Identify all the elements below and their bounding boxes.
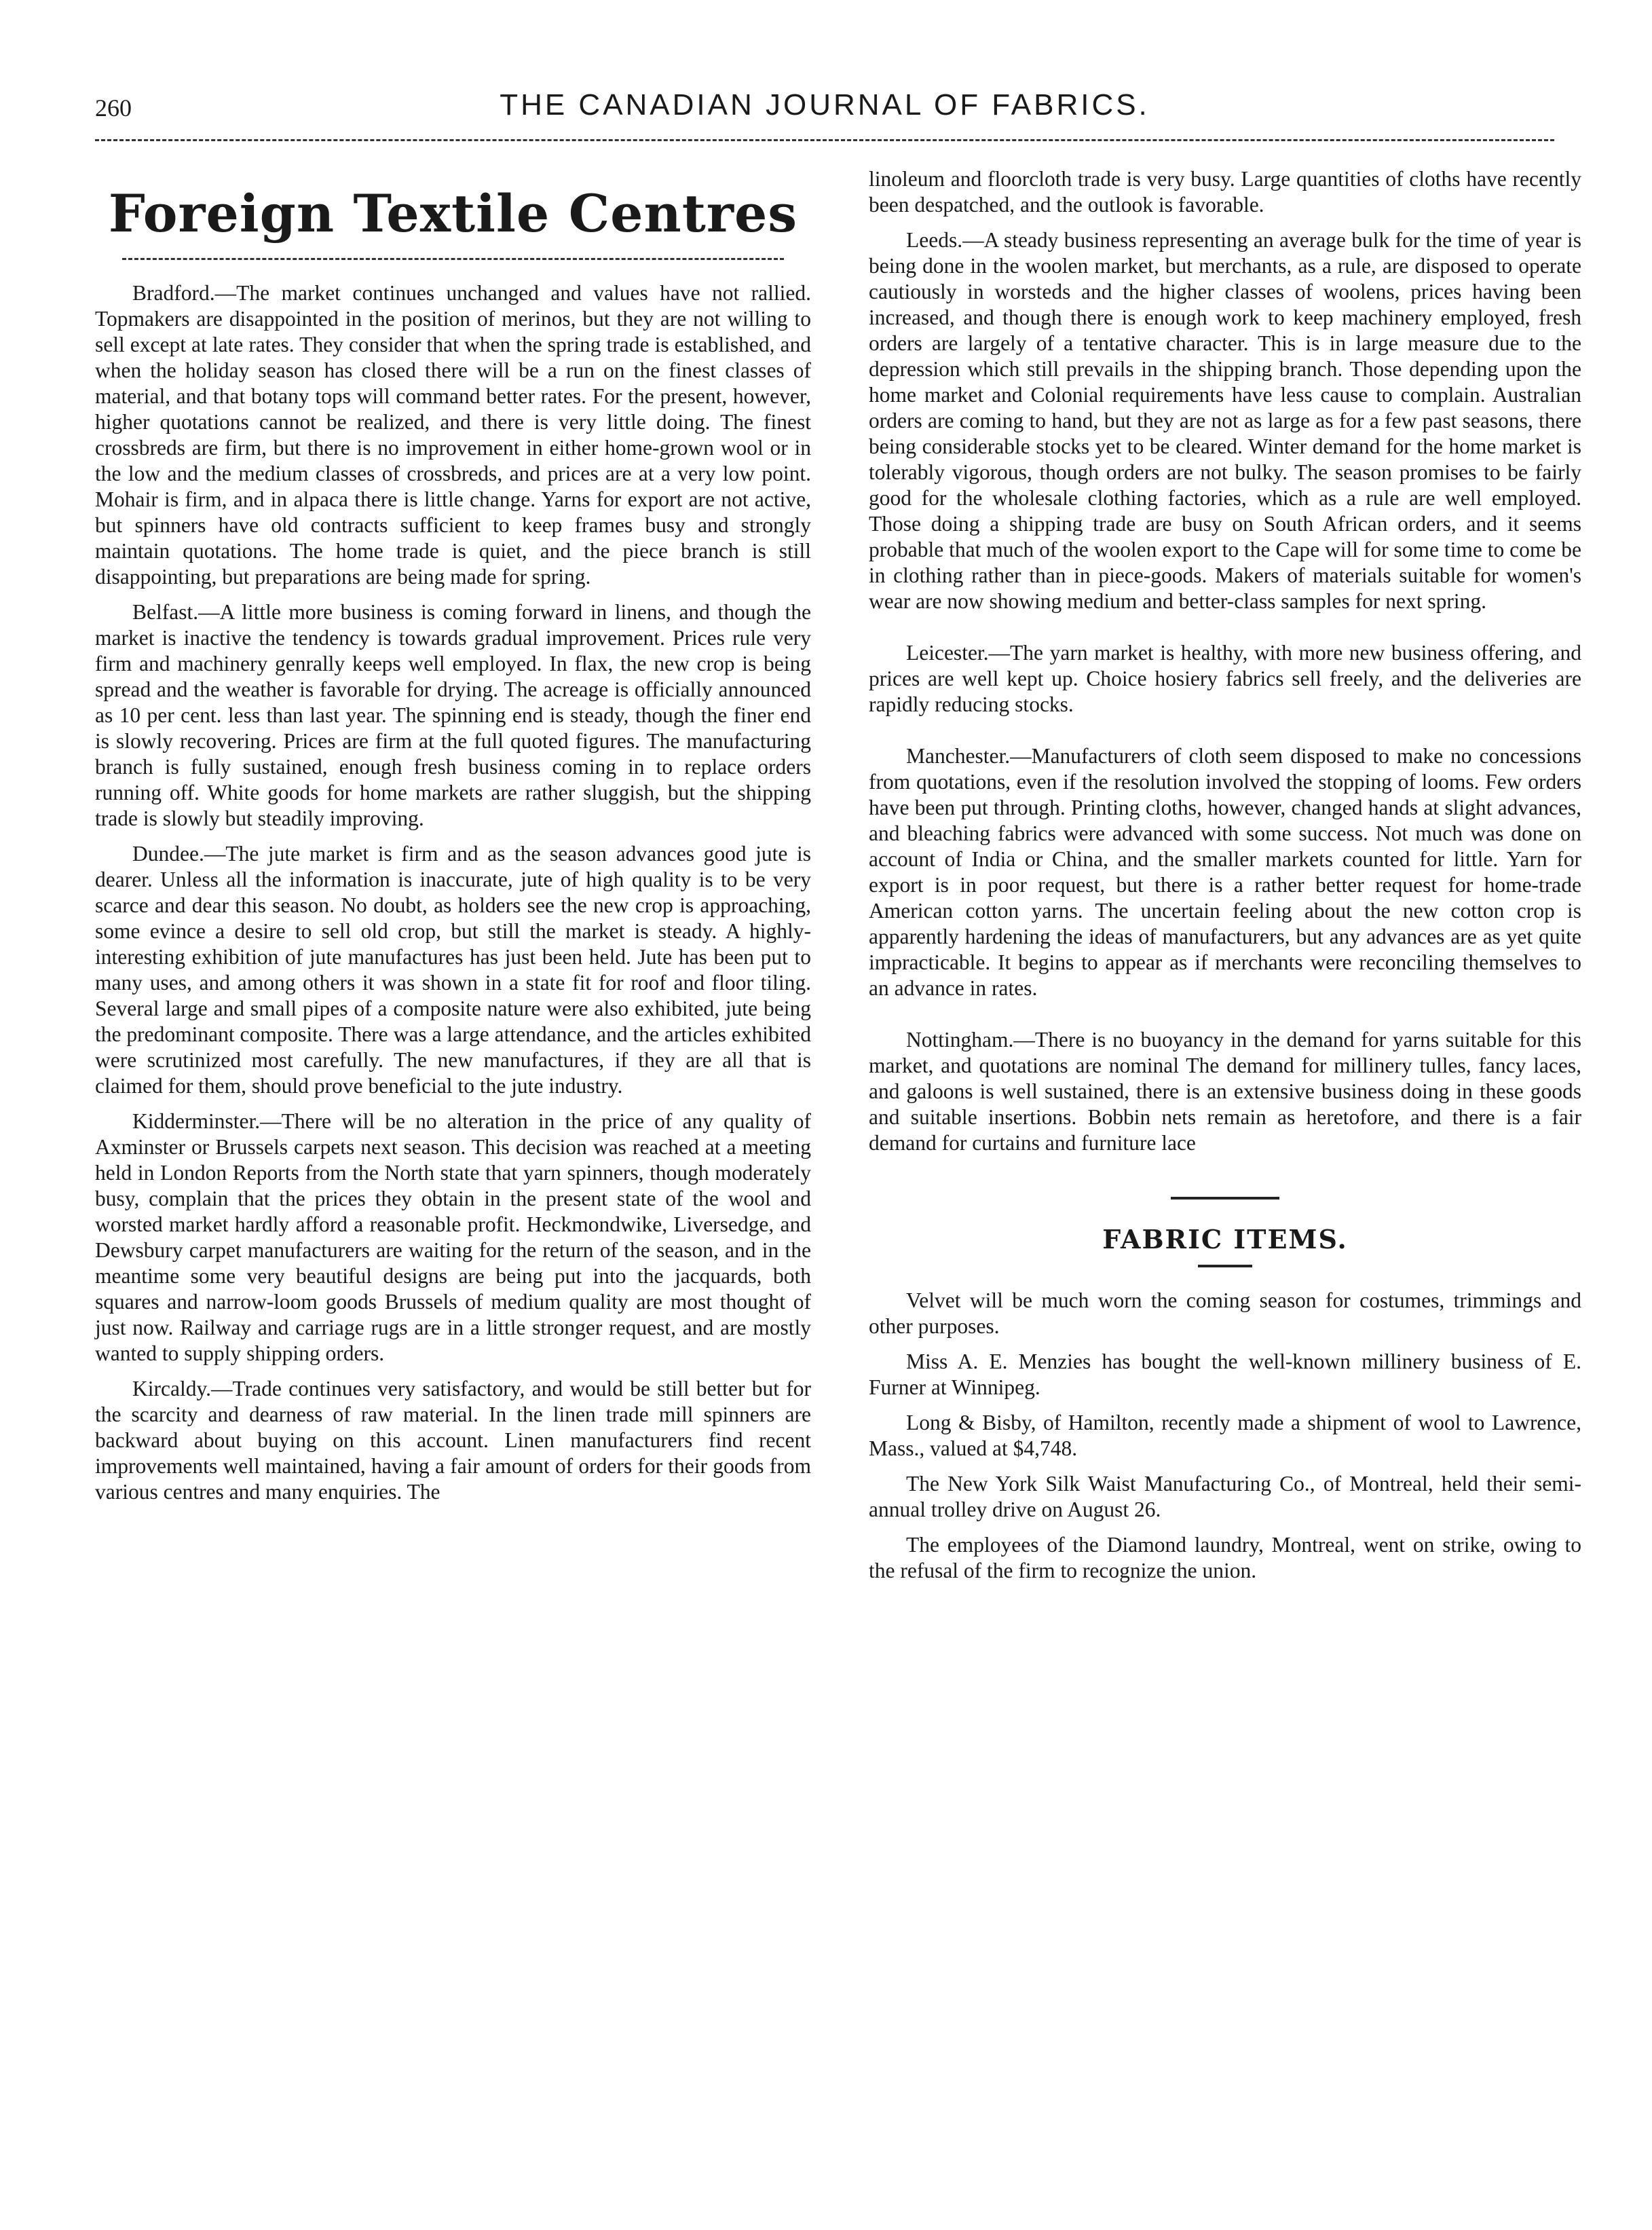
article-leeds: Leeds.—A steady business representing an average bulk for the time of year is being done in the woolen market, but merchants, as a rule, are disposed to operate cautiously in worsteds and the higher classes of woolens, prices having been increased, and though there is enough work to keep machinery employed, fresh orders are largely of a tentative character. This is in large measure due to the depression which still prevails in the shipping branch. Those depending upon the home market and Colonial requirements have less cause to complain. Australian orders are coming to hand, but they are not as large as for a few past seasons, there being considerable stocks yet to be cleared. Winter demand for the home market is tolerably vigorous, though orders are not bulky. The season promises to be fairly good for the wholesale clothing factories, which as a rule are well employed. Those doing a shipping trade are busy on South African orders, and it seems probable that much of the woolen export to the Cape will for some time to come be in clothing rather than in piece-goods. Makers of materials suitable for women's wear are now showing medium and better-class samples for next spring.	[869, 228, 1581, 613]
article-bradford: Bradford.—The market continues unchanged and values have not rallied. Topmakers are disappointed in the position of merinos, but they are not willing to sell except at late rates. They consider that when the spring trade is established, and when the holiday season has closed there will be a run on the finest classes of material, and that botany tops will command better rates. For the present, however, higher quotations cannot be realized, and there is very little doing. The finest crossbreds are firm, but there is no improvement in either home-grown wool or in the low and the medium classes of crossbreds, and prices are at a very low point. Mohair is firm, and in alpaca there is little change. Yarns for export are not active, but spinners have old contracts sufficient to keep frames busy and strongly maintain quotations. The home trade is quiet, and the piece branch is still disappointing, but preparations are being made for spring.	[95, 281, 811, 589]
fabric-item: The New York Silk Waist Manufacturing Co., of Montreal, held their semi-annual trolley drive on August 26.	[869, 1472, 1581, 1521]
fabric-items-heading: FABRIC ITEMS.	[1102, 1224, 1348, 1255]
article-kidderminster: Kidderminster.—There will be no alteration in the price of any quality of Axminster or Brussels carpets next season. This decision was reached at a meeting held in London Reports from the North state that yarn spinners, though moderately busy, complain that the prices they obtain in the present state of the wool and worsted market hardly afford a reasonable profit. Heckmondwike, Liversedge, and Dewsbury carpet manufacturers are waiting for the return of the season, and in the meantime some very beautiful designs are being put into the jacquards, both squares and narrow-loom goods Brussels of medium quality are most thought of just now. Railway and carriage rugs are in a little stronger request, and are mostly wanted to supply shipping orders.	[95, 1109, 811, 1365]
spacer	[869, 624, 1581, 640]
journal-title: THE CANADIAN JOURNAL OF FABRICS.	[500, 88, 1150, 122]
article-manchester: Manchester.—Manufacturers of cloth seem disposed to make no concessions from quotations, even if the resolution involved the stopping of looms. Few orders have been put through. Printing cloths, however, changed hands at slight advances, and bleaching fabrics were advanced with some success. Not much was done on account of India or China, and the smaller markets counted for little. Yarn for export is in poor request, but there is a rather better request for home-trade American cotton yarns. The uncertain feeling about the new cotton crop is apparently hardening the ideas of manufacturers, but any advances are as yet quite impracticable. It begins to appear as if merchants were reconciling themselves to an advance in rates.	[869, 744, 1581, 1000]
left-column	[95, 163, 811, 1514]
fabric-item: Miss A. E. Menzies has bought the well-known millinery business of E. Furner at Winnipeg.	[869, 1350, 1581, 1399]
page-header	[95, 88, 1554, 129]
section-heading-rule	[122, 258, 784, 260]
section-heading: Foreign Textile Centres	[108, 183, 798, 244]
page-number: 260	[95, 94, 132, 122]
article-leicester: Leicester.—The yarn market is healthy, with more new business offering, and prices are well kept up. Choice hosiery fabrics sell freely, and the deliveries are rapidly reducing stocks.	[869, 641, 1581, 716]
article-dundee: Dundee.—The jute market is firm and as the season advances good jute is dearer. Unless all the information is inaccurate, jute of high quality is to be very scarce and dear this season. No doubt, as holders see the new crop is approaching, some evince a desire to sell old crop, but still the market is steady. A highly-interesting exhibition of jute manufactures has just been held. Jute has been put to many uses, and among others it was shown in a state fit for roof and floor tiling. Several large and small pipes of a composite nature were also exhibited, jute being the predominant composite. There was a large attendance, and the articles exhibited were scrutinized most carefully. The new manufactures, if they are all that is claimed for them, should prove beneficial to the jute industry.	[95, 842, 811, 1098]
section-divider	[1171, 1197, 1279, 1200]
fabric-item: Velvet will be much worn the coming season for costumes, trimmings and other purposes.	[869, 1288, 1581, 1338]
article-kircaldy: Kircaldy.—Trade continues very satisfactory, and would be still better but for the scarcity and dearness of raw material. In the linen trade mill spinners are backward about buying on this account. Linen manufacturers find recent improvements well maintained, having a fair amount of orders for their goods from various centres and many enquiries. The	[95, 1377, 811, 1504]
spacer	[869, 1011, 1581, 1027]
fabric-item: The employees of the Diamond laundry, Montreal, went on strike, owing to the refusal of the firm to recognize the union.	[869, 1533, 1581, 1582]
right-column	[869, 166, 1581, 1593]
article-continuation: linoleum and floorcloth trade is very busy. Large quantities of cloths have recently been despatched, and the outlook is favorable.	[869, 167, 1581, 217]
article-nottingham: Nottingham.—There is no buoyancy in the demand for yarns suitable for this market, and quotations are nominal The demand for millinery tulles, fancy laces, and galoons is well sustained, there is an extensive business doing in these goods and suitable insertions. Bobbin nets remain as heretofore, and there is a fair demand for curtains and furniture lace	[869, 1028, 1581, 1155]
fabric-items-rule	[1198, 1265, 1252, 1267]
fabric-item: Long & Bisby, of Hamilton, recently made a shipment of wool to Lawrence, Mass., valued at $4,748.	[869, 1411, 1581, 1460]
header-rule	[95, 139, 1554, 141]
spacer	[869, 727, 1581, 743]
article-belfast: Belfast.—A little more business is coming forward in linens, and though the market is inactive the tendency is towards gradual improvement. Prices rule very firm and machinery genrally keeps well employed. In flax, the new crop is being spread and the weather is favorable for drying. The acreage is officially announced as 10 per cent. less than last year. The spinning end is steady, though the finer end is slowly recovering. Prices are firm at the full quoted figures. The manufacturing branch is fully sustained, enough fresh business coming in to replace orders running off. White goods for home markets are rather sluggish, but the shipping trade is slowly but steadily improving.	[95, 600, 811, 830]
